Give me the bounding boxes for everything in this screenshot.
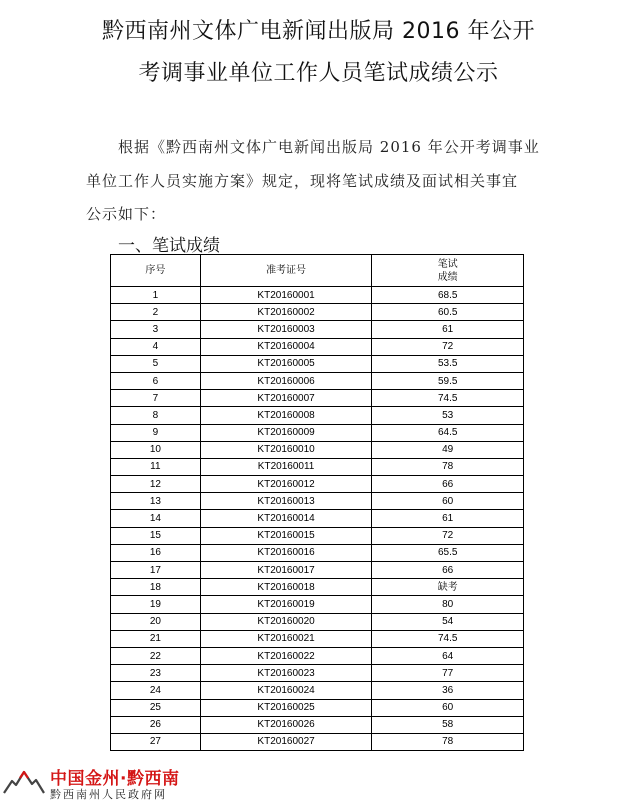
cell-index: 26 xyxy=(111,716,201,733)
cell-score: 72 xyxy=(372,338,524,355)
cell-exam-id: KT20160016 xyxy=(200,544,372,561)
table-row xyxy=(111,527,524,544)
cell-score: 66 xyxy=(372,562,524,579)
cell-exam-id: KT20160024 xyxy=(200,682,372,699)
cell-score: 74.5 xyxy=(372,390,524,407)
cell-index: 25 xyxy=(111,699,201,716)
cell-score: 53.5 xyxy=(372,355,524,372)
table-row xyxy=(111,441,524,458)
table-row xyxy=(111,665,524,682)
cell-index: 24 xyxy=(111,682,201,699)
cell-index: 7 xyxy=(111,390,201,407)
cell-index: 20 xyxy=(111,613,201,630)
table-row xyxy=(111,372,524,389)
cell-index: 4 xyxy=(111,338,201,355)
table-row xyxy=(111,579,524,596)
cell-exam-id: KT20160012 xyxy=(200,476,372,493)
table-body xyxy=(111,287,524,751)
cell-index: 27 xyxy=(111,733,201,750)
cell-index: 13 xyxy=(111,493,201,510)
cell-exam-id: KT20160005 xyxy=(200,355,372,372)
table-row xyxy=(111,493,524,510)
cell-exam-id: KT20160026 xyxy=(200,716,372,733)
cell-index: 14 xyxy=(111,510,201,527)
cell-score: 78 xyxy=(372,733,524,750)
table-row xyxy=(111,407,524,424)
cell-score: 80 xyxy=(372,596,524,613)
cell-exam-id: KT20160017 xyxy=(200,562,372,579)
cell-score: 64.5 xyxy=(372,424,524,441)
cell-score: 36 xyxy=(372,682,524,699)
intro-paragraph-line-1: 根据《黔西南州文体广电新闻出版局 2016 年公开考调事业 xyxy=(118,138,540,156)
cell-index: 16 xyxy=(111,544,201,561)
cell-score: 60.5 xyxy=(372,304,524,321)
cell-index: 17 xyxy=(111,562,201,579)
cell-score: 64 xyxy=(372,647,524,664)
cell-score: 66 xyxy=(372,476,524,493)
cell-exam-id: KT20160001 xyxy=(200,287,372,304)
cell-exam-id: KT20160008 xyxy=(200,407,372,424)
cell-score: 61 xyxy=(372,510,524,527)
cell-exam-id: KT20160015 xyxy=(200,527,372,544)
cell-score: 72 xyxy=(372,527,524,544)
table-row xyxy=(111,321,524,338)
cell-exam-id: KT20160020 xyxy=(200,613,372,630)
table-row xyxy=(111,424,524,441)
table-row xyxy=(111,613,524,630)
cell-score: 60 xyxy=(372,493,524,510)
cell-index: 11 xyxy=(111,458,201,475)
watermark-brand-name: 中国金州·黔西南 xyxy=(50,769,180,789)
cell-score: 49 xyxy=(372,441,524,458)
document-title-line-2: 考调事业单位工作人员笔试成绩公示 xyxy=(138,61,499,86)
cell-index: 9 xyxy=(111,424,201,441)
intro-paragraph-line-3: 公示如下： xyxy=(86,205,167,223)
score-table xyxy=(110,254,524,751)
cell-index: 8 xyxy=(111,407,201,424)
cell-score: 61 xyxy=(372,321,524,338)
cell-index: 15 xyxy=(111,527,201,544)
mountain-logo-icon xyxy=(2,766,46,796)
table-row xyxy=(111,287,524,304)
table-row xyxy=(111,682,524,699)
cell-exam-id: KT20160006 xyxy=(200,372,372,389)
cell-exam-id: KT20160018 xyxy=(200,579,372,596)
cell-exam-id: KT20160013 xyxy=(200,493,372,510)
table-row xyxy=(111,596,524,613)
table-row xyxy=(111,510,524,527)
header-score-line-1: 笔试 xyxy=(437,258,458,270)
header-score xyxy=(372,255,524,287)
cell-score: 58 xyxy=(372,716,524,733)
cell-score: 78 xyxy=(372,458,524,475)
table-row xyxy=(111,390,524,407)
cell-exam-id: KT20160025 xyxy=(200,699,372,716)
cell-exam-id: KT20160004 xyxy=(200,338,372,355)
table-row xyxy=(111,562,524,579)
table-row xyxy=(111,304,524,321)
cell-score: 53 xyxy=(372,407,524,424)
cell-score: 65.5 xyxy=(372,544,524,561)
cell-index: 12 xyxy=(111,476,201,493)
intro-paragraph-line-2: 单位工作人员实施方案》规定，现将笔试成绩及面试相关事宜 xyxy=(86,172,519,190)
cell-exam-id: KT20160010 xyxy=(200,441,372,458)
table-row xyxy=(111,338,524,355)
table-row xyxy=(111,458,524,475)
cell-exam-id: KT20160011 xyxy=(200,458,372,475)
cell-exam-id: KT20160009 xyxy=(200,424,372,441)
cell-score: 74.5 xyxy=(372,630,524,647)
cell-index: 10 xyxy=(111,441,201,458)
cell-exam-id: KT20160022 xyxy=(200,647,372,664)
cell-index: 19 xyxy=(111,596,201,613)
cell-exam-id: KT20160027 xyxy=(200,733,372,750)
cell-score: 59.5 xyxy=(372,372,524,389)
table-header-row xyxy=(111,255,524,287)
cell-score: 54 xyxy=(372,613,524,630)
table-row xyxy=(111,716,524,733)
cell-exam-id: KT20160003 xyxy=(200,321,372,338)
cell-index: 1 xyxy=(111,287,201,304)
table-row xyxy=(111,647,524,664)
table-row xyxy=(111,476,524,493)
cell-index: 22 xyxy=(111,647,201,664)
section-heading: 一、笔试成绩 xyxy=(118,236,220,256)
cell-exam-id: KT20160019 xyxy=(200,596,372,613)
cell-index: 5 xyxy=(111,355,201,372)
watermark-brand-subtitle: 黔西南州人民政府网 xyxy=(50,788,167,801)
cell-exam-id: KT20160007 xyxy=(200,390,372,407)
cell-score: 60 xyxy=(372,699,524,716)
cell-index: 3 xyxy=(111,321,201,338)
header-score-line-2: 成绩 xyxy=(437,271,458,283)
cell-index: 18 xyxy=(111,579,201,596)
cell-index: 6 xyxy=(111,372,201,389)
cell-score: 缺考 xyxy=(372,579,524,596)
table-row xyxy=(111,733,524,750)
watermark-logo xyxy=(2,762,202,802)
cell-exam-id: KT20160002 xyxy=(200,304,372,321)
header-index: 序号 xyxy=(111,255,201,287)
table-row xyxy=(111,355,524,372)
cell-score: 68.5 xyxy=(372,287,524,304)
cell-exam-id: KT20160014 xyxy=(200,510,372,527)
table-row xyxy=(111,630,524,647)
cell-index: 21 xyxy=(111,630,201,647)
header-exam-id: 准考证号 xyxy=(200,255,372,287)
document-title-line-1: 黔西南州文体广电新闻出版局 2016 年公开 xyxy=(102,19,535,44)
table-row xyxy=(111,544,524,561)
cell-index: 2 xyxy=(111,304,201,321)
cell-exam-id: KT20160023 xyxy=(200,665,372,682)
cell-index: 23 xyxy=(111,665,201,682)
cell-exam-id: KT20160021 xyxy=(200,630,372,647)
table-row xyxy=(111,699,524,716)
cell-score: 77 xyxy=(372,665,524,682)
